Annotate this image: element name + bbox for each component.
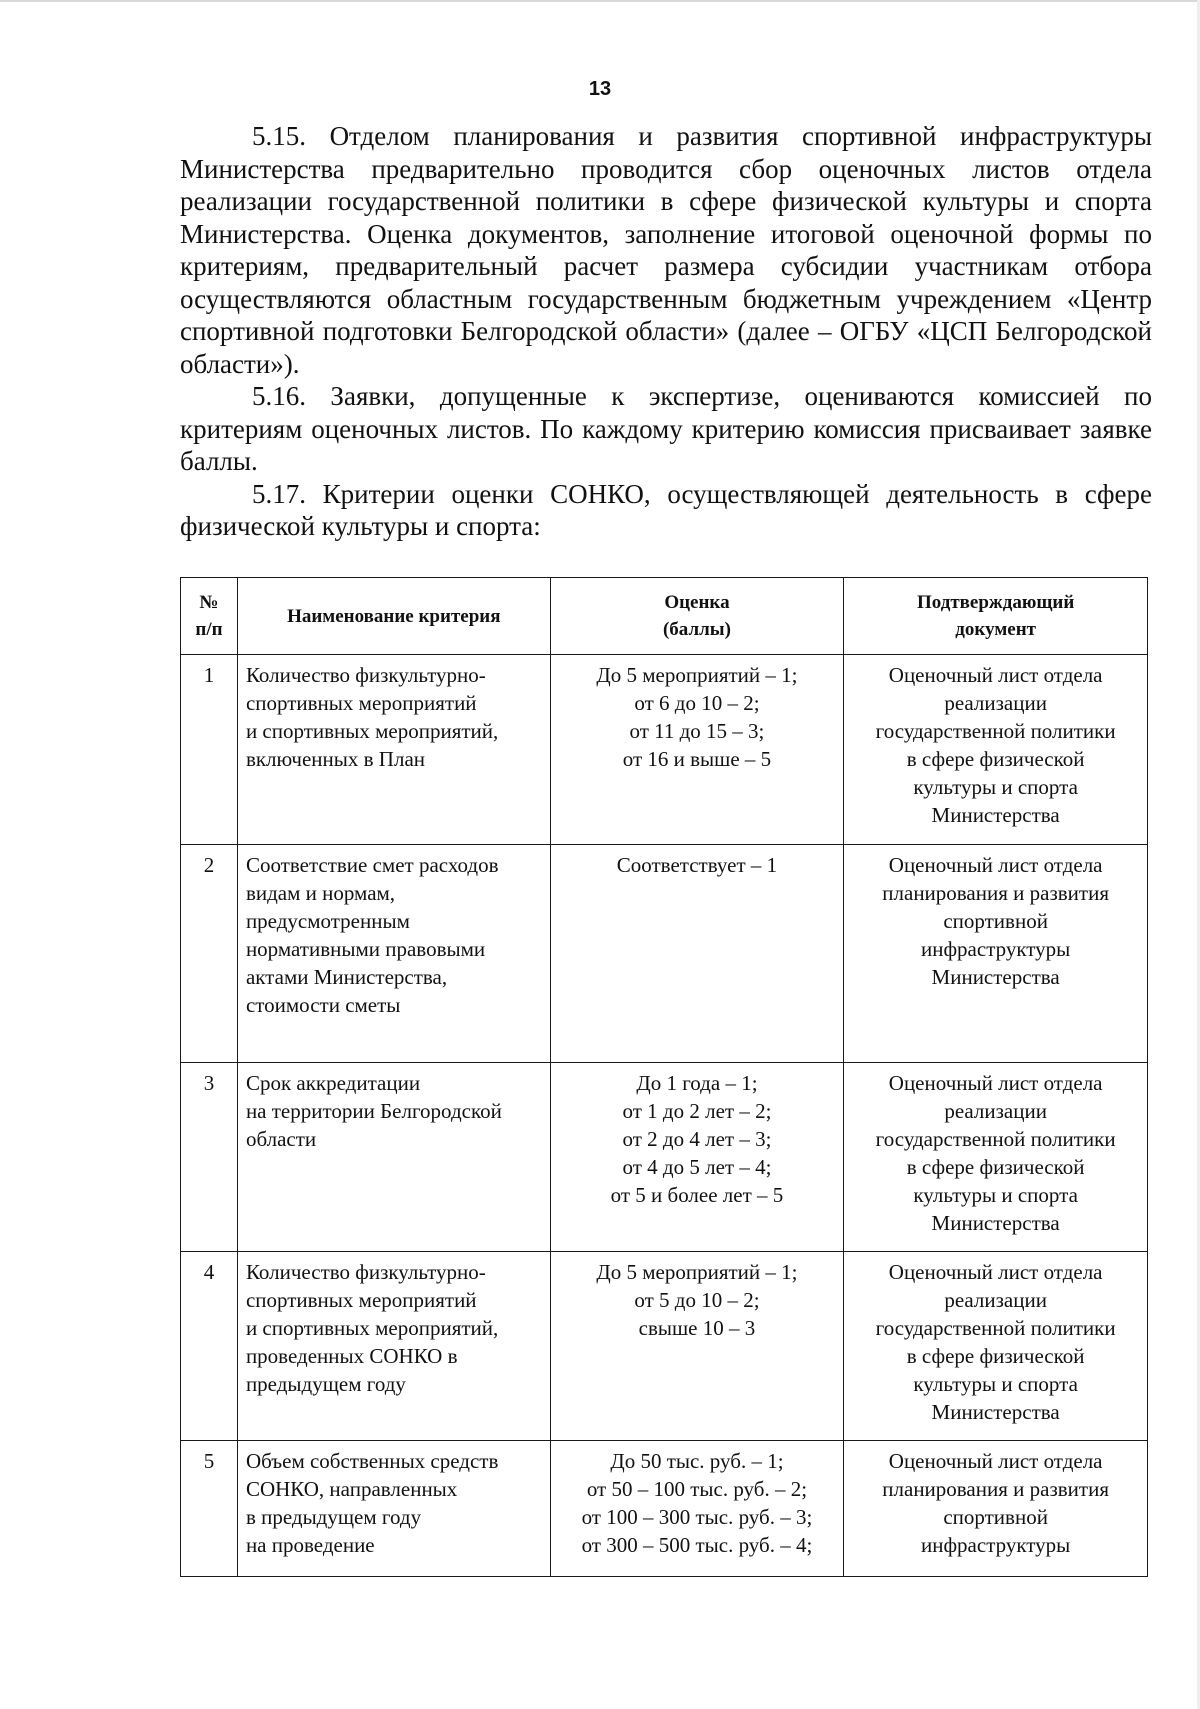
cell-text: видам и нормам, bbox=[245, 881, 396, 905]
header-text: документ bbox=[955, 619, 1036, 640]
cell-text: Оценочный лист отдела bbox=[888, 1449, 1103, 1473]
cell-text: в предыдущем году bbox=[245, 1505, 422, 1529]
row-criterion bbox=[237, 1063, 550, 1252]
cell-text: спортивных мероприятий bbox=[245, 691, 477, 715]
cell-text: на проведение bbox=[245, 1533, 375, 1557]
row-criterion bbox=[237, 845, 550, 1063]
row-criterion bbox=[237, 655, 550, 845]
cell-text: предусмотренным bbox=[245, 909, 410, 933]
header-text: Наименование критерия bbox=[287, 605, 501, 627]
cell-text: спортивной bbox=[943, 909, 1048, 933]
cell-text: на территории Белгородской bbox=[245, 1099, 502, 1123]
cell-text: от 16 и выше – 5 bbox=[622, 747, 772, 771]
cell-text: реализации bbox=[944, 1288, 1047, 1312]
paragraph-5-15: 5.15. Отделом планирования и развития спортивной инфраструктуры Министерства предварительно проводится сбор оценочных листов отдела реализации государственной политики в сфере физической культуры и спорта Министерства. Оценка документов, заполнение итоговой оценочной формы по критериям, предварительный расчет размера субсидии участникам отбора осуществляются областным государственным бюджетным учреждением «Центр спортивной подготовки Белгородской области» (далее – ОГБУ «ЦСП Белгородской области»). bbox=[180, 121, 1152, 379]
cell-text: и спортивных мероприятий, bbox=[245, 1316, 499, 1340]
cell-text: Министерства bbox=[931, 803, 1060, 827]
cell-text: Оценочный лист отдела bbox=[888, 853, 1103, 877]
cell-text: государственной политики bbox=[875, 1127, 1116, 1151]
cell-text: от 2 до 4 лет – 3; bbox=[622, 1127, 772, 1151]
table-header-row bbox=[181, 578, 1148, 655]
header-text: № bbox=[199, 592, 219, 613]
header-name bbox=[237, 578, 550, 655]
row-score bbox=[550, 1063, 844, 1252]
row-document bbox=[844, 1441, 1148, 1577]
header-text: п/п bbox=[195, 619, 223, 640]
cell-text: планирования и развития bbox=[882, 1477, 1109, 1501]
cell-text: от 4 до 5 лет – 4; bbox=[622, 1155, 772, 1179]
cell-text: от 1 до 2 лет – 2; bbox=[622, 1099, 772, 1123]
cell-text: До 5 мероприятий – 1; bbox=[596, 663, 798, 687]
cell-text: Количество физкультурно- bbox=[245, 1260, 486, 1284]
cell-text: До 50 тыс. руб. – 1; bbox=[610, 1449, 784, 1473]
cell-text: от 300 – 500 тыс. руб. – 4; bbox=[581, 1533, 813, 1557]
cell-text: Срок аккредитации bbox=[245, 1071, 421, 1095]
row-criterion bbox=[237, 1252, 550, 1441]
body-text bbox=[180, 120, 1152, 543]
cell-text: от 5 и более лет – 5 bbox=[610, 1183, 784, 1207]
cell-text: реализации bbox=[944, 1099, 1047, 1123]
row-document bbox=[844, 1063, 1148, 1252]
cell-text: от 6 до 10 – 2; bbox=[634, 691, 760, 715]
table-row bbox=[181, 845, 1148, 1063]
cell-text: от 100 – 300 тыс. руб. – 3; bbox=[581, 1505, 813, 1529]
row-num: 2 bbox=[181, 845, 238, 1063]
row-num: 4 bbox=[181, 1252, 238, 1441]
cell-text: культуры и спорта bbox=[913, 1183, 1078, 1207]
header-text: Подтверждающий bbox=[917, 592, 1075, 613]
cell-text: реализации bbox=[944, 691, 1047, 715]
criteria-table bbox=[180, 577, 1148, 1577]
header-text: (баллы) bbox=[662, 619, 731, 640]
cell-text: в сфере физической bbox=[906, 1344, 1085, 1368]
cell-text: Министерства bbox=[931, 965, 1060, 989]
row-score bbox=[550, 1252, 844, 1441]
cell-text: Министерства bbox=[931, 1400, 1060, 1424]
cell-text: государственной политики bbox=[875, 719, 1116, 743]
cell-text: государственной политики bbox=[875, 1316, 1116, 1340]
cell-text: Министерства bbox=[931, 1211, 1060, 1235]
cell-text: спортивной bbox=[943, 1505, 1048, 1529]
cell-text: и спортивных мероприятий, bbox=[245, 719, 499, 743]
cell-text: До 1 года – 1; bbox=[636, 1071, 758, 1095]
header-score bbox=[550, 578, 844, 655]
cell-text: проведенных СОНКО в bbox=[245, 1344, 458, 1368]
row-num: 3 bbox=[181, 1063, 238, 1252]
cell-text: Количество физкультурно- bbox=[245, 663, 486, 687]
cell-text: предыдущем году bbox=[245, 1372, 406, 1396]
cell-text: актами Министерства, bbox=[245, 965, 448, 989]
row-document bbox=[844, 1252, 1148, 1441]
cell-text: культуры и спорта bbox=[913, 1372, 1078, 1396]
cell-text: включенных в План bbox=[245, 747, 426, 771]
header-doc bbox=[844, 578, 1148, 655]
table-row bbox=[181, 1063, 1148, 1252]
row-num: 5 bbox=[181, 1441, 238, 1577]
cell-text: спортивных мероприятий bbox=[245, 1288, 477, 1312]
row-document bbox=[844, 845, 1148, 1063]
cell-text: Оценочный лист отдела bbox=[888, 1071, 1103, 1095]
cell-text: Соответствие смет расходов bbox=[245, 853, 499, 877]
cell-text: Объем собственных средств bbox=[245, 1449, 499, 1473]
row-score bbox=[550, 845, 844, 1063]
cell-text: планирования и развития bbox=[882, 881, 1109, 905]
table-row bbox=[181, 655, 1148, 845]
row-criterion bbox=[237, 1441, 550, 1577]
cell-text: от 11 до 15 – 3; bbox=[629, 719, 765, 743]
cell-text: Оценочный лист отдела bbox=[888, 1260, 1103, 1284]
cell-text: свыше 10 – 3 bbox=[638, 1316, 756, 1340]
cell-text: в сфере физической bbox=[906, 1155, 1085, 1179]
cell-text: Оценочный лист отдела bbox=[888, 663, 1103, 687]
cell-text: нормативными правовыми bbox=[245, 937, 486, 961]
cell-text: СОНКО, направленных bbox=[245, 1477, 458, 1501]
table-row bbox=[181, 1441, 1148, 1577]
cell-text: До 5 мероприятий – 1; bbox=[596, 1260, 798, 1284]
header-num bbox=[181, 578, 238, 655]
cell-text: от 5 до 10 – 2; bbox=[634, 1288, 760, 1312]
page-number: 13 bbox=[588, 78, 612, 100]
row-score bbox=[550, 1441, 844, 1577]
row-num: 1 bbox=[181, 655, 238, 845]
cell-text: Соответствует – 1 bbox=[616, 853, 778, 877]
cell-text: стоимости сметы bbox=[245, 993, 401, 1017]
cell-text: инфраструктуры bbox=[920, 937, 1071, 961]
paragraph-5-17: 5.17. Критерии оценки СОНКО, осуществляющей деятельность в сфере физической культуры и спорта: bbox=[180, 478, 1152, 541]
cell-text: области bbox=[245, 1127, 317, 1151]
scan-edge-top bbox=[0, 0, 1200, 2]
table-row bbox=[181, 1252, 1148, 1441]
cell-text: инфраструктуры bbox=[920, 1533, 1071, 1557]
cell-text: от 50 – 100 тыс. руб. – 2; bbox=[586, 1477, 808, 1501]
cell-text: культуры и спорта bbox=[913, 775, 1078, 799]
header-text: Оценка bbox=[664, 592, 730, 613]
row-score bbox=[550, 655, 844, 845]
row-document bbox=[844, 655, 1148, 845]
cell-text: в сфере физической bbox=[906, 747, 1085, 771]
paragraph-5-16: 5.16. Заявки, допущенные к экспертизе, оцениваются комиссией по критериям оценочных листов. По каждому критерию комиссия присваивает заявке баллы. bbox=[180, 381, 1152, 476]
